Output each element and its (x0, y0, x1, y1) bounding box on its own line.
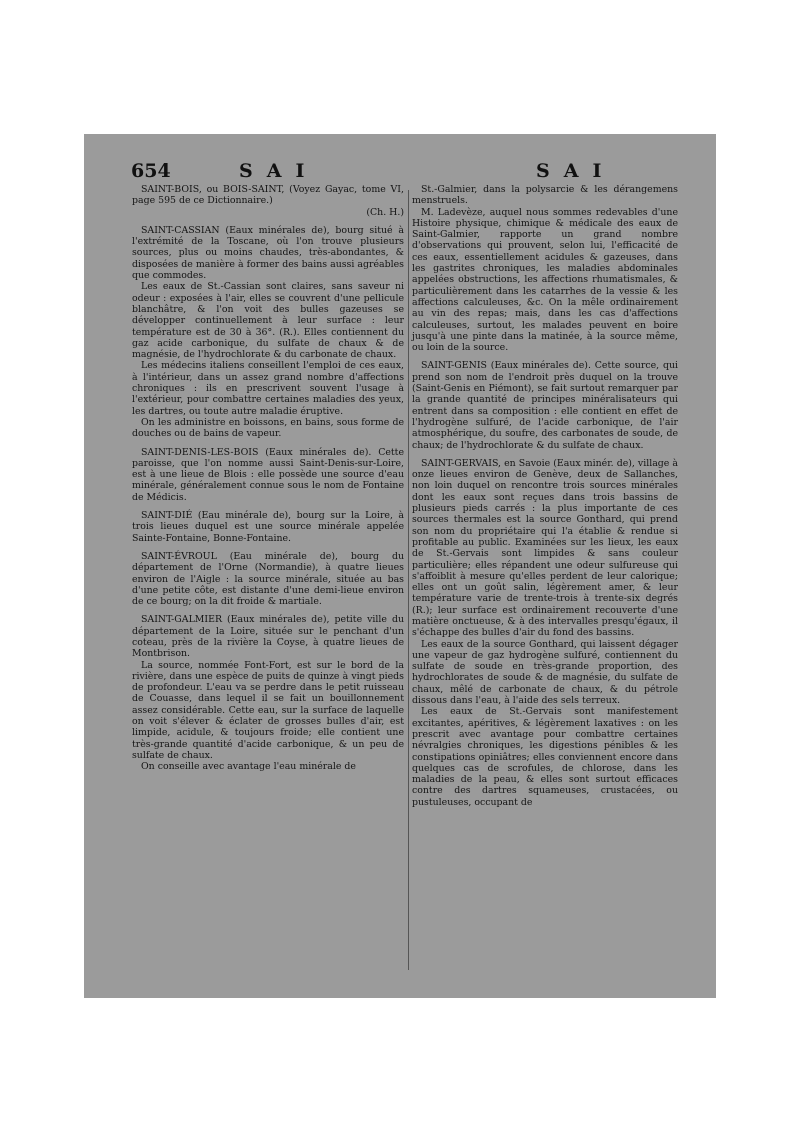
entry-saint-galmier (132, 614, 404, 772)
entry-text: SAINT-BOIS, ou BOIS-SAINT, (Voyez Gayac, tome VI, page 595 de ce Dictionnaire.) (132, 184, 404, 207)
running-title-left: SAI (239, 160, 319, 182)
scanned-page (84, 134, 716, 998)
entry-saint-genis (412, 360, 678, 450)
entry-text: SAINT-GENIS (Eaux minérales de). Cette source, qui prend son nom de l'endroit près duquel on la trouve (Saint-Genis en Piémont), se fait surtout remarquer par la grande quantité de principes minéralisateurs qui entrent dans sa composition : elle contient en effet de l'hydrogène sulfuré, de l'acide carbonique, de l'air atmosphérique, du soufre, des carbonates de soude, de chaux; de l'hydrochlorate & du sulfate de chaux. (412, 360, 678, 451)
entry-text: SAINT-CASSIAN (Eaux minérales de), bourg situé à l'extrémité de la Toscane, où l'on trouve plusieurs sources, plus ou moins chaudes, très-abondantes, & disposées de manière à former des bains aussi agréables que commodes. (132, 224, 404, 282)
entry-saint-bois (132, 184, 404, 218)
entry-text: M. Ladevèze, auquel nous sommes redevables d'une Histoire physique, chimique & médicale des eaux de Saint-Galmier, rapporte un grand nombre d'observations qui prouvent, selon lui, l'efficacité de ces eaux, essentiellement acidules & gazeuses, dans les gastrites chroniques, les maladies abdominales appelées obstructions, les affections rhumatismales, & particulièrement dans les catarrhes de la vessie & les affections calculeuses, &c. On la mêle ordinairement au vin des repas; mais, dans les cas d'affections calculeuses, surtout, les malades peuvent en boire jusqu'à une pinte dans la matinée, à la source même, ou loin de la source. (412, 206, 678, 354)
entry-saint-gervais (412, 458, 678, 808)
author-signature: (Ch. H.) (366, 206, 404, 218)
entry-text: SAINT-ÉVROUL (Eau minérale de), bourg du département de l'Orne (Normandie), à quatre lieues environ de l'Aigle : la source minérale, située au bas d'une petite côte, est distante d'une demi-lieue environ de ce bourg; on la dit froide & martiale. (132, 550, 404, 608)
entry-text: Les eaux de la source Gonthard, qui laissent dégager une vapeur de gaz hydrogène sulfuré, contiennent du sulfate de soude en très-grande proportion, des hydrochlorates de soude & de magnésie, du sulfate de chaux, mêlé de carbonate de chaux, & du pétrole dissous dans l'eau, à l'aide des sels terreux. (412, 638, 678, 707)
column-divider (408, 190, 409, 970)
entry-text: On les administre en boissons, en bains, sous forme de douches ou de bains de vapeur. (132, 416, 404, 440)
entry-text: Les eaux de St.-Gervais sont manifestement excitantes, apéritives, & légèrement laxatives : on les prescrit avec avantage pour combattre certaines névralgies chroniques, les digestions pénibles & les constipations opiniâtres; elles conviennent encore dans quelques cas de scrofules, de chlorose, dans les maladies de la peau, & elles sont surtout efficaces contre des dartres squameuses, crustacées, ou pustuleuses, occupant de (412, 706, 678, 808)
entry-text: On conseille avec avantage l'eau minérale de (141, 761, 356, 773)
entry-saint-galmier-continued (412, 184, 678, 353)
entry-saint-cassian (132, 225, 404, 440)
entry-text: SAINT-DENIS-LES-BOIS (Eaux minérales de). Cette paroisse, que l'on nomme aussi Saint-Denis-sur-Loire, est à une lieue de Blois : elle possède une source d'eau minérale, généralement connue sous le nom de Fontaine de Médicis. (132, 446, 404, 503)
entry-text: La source, nommée Font-Fort, est sur le bord de la rivière, dans une espèce de puits de quinze à vingt pieds de profondeur. L'eau va se perdre dans le petit ruisseau de Couasse, dans lequel il se fait un bouillonnement assez considérable. Cette eau, sur la surface de laquelle on voit s'élever & éclater de grosses bulles d'air, est limpide, acidule, & toujours froide; elle contient une très-grande quantité d'acide carbonique, & un peu de sulfate de chaux. (132, 659, 404, 761)
page-number: 654 (131, 160, 171, 182)
entry-text: Les médecins italiens conseillent l'emploi de ces eaux, à l'intérieur, dans un assez grand nombre d'affections chroniques : ils en prescrivent souvent l'usage à l'extérieur, pour combattre certaines maladies des yeux, les dartres, ou toute autre maladie éruptive. (132, 360, 404, 417)
right-column (412, 184, 678, 815)
entry-saint-denis-les-bois (132, 447, 404, 503)
entry-text: SAINT-DIÉ (Eau minérale de), bourg sur la Loire, à trois lieues duquel est une source minérale appelée Sainte-Fontaine, Bonne-Fontaine. (132, 510, 404, 544)
entry-text: St.-Galmier, dans la polysarcie & les dérangemens menstruels. (412, 184, 678, 207)
entry-text: SAINT-GERVAIS, en Savoie (Eaux minér. de), village à onze lieues environ de Genève, deux de Sallanches, non loin duquel on rencontre trois sources minérales dont les eaux sont reçues dans trois bassins de plusieurs pieds carrés : la plus importante de ces sources thermales est la source Gonthard, qui prend son nom du propriétaire qui l'a établie & rendue si profitable au public. Examinées sur les lieux, les eaux de St.-Gervais sont limpides & sans couleur particulière; elles répandent une odeur sulfureuse qui s'affoiblit à mesure qu'elles perdent de leur calorique; elles ont un goût salin, légèrement amer, & leur température varie de trente-trois à trente-six degrés (R.); leur surface est ordinairement recouverte d'une matière onctueuse, & à des intervalles presqu'égaux, il s'échappe des bulles d'air du fond des bassins. (412, 457, 678, 639)
entry-text: SAINT-GALMIER (Eaux minérales de), petite ville du département de la Loire, située sur le penchant d'un coteau, près de la rivière la Coyse, à quatre lieues de Montbrison. (132, 614, 404, 660)
left-column (132, 184, 404, 780)
entry-text: Les eaux de St.-Cassian sont claires, sans saveur ni odeur : exposées à l'air, elles se couvrent d'une pellicule blanchâtre, & l'on voit des bulles gazeuses se développer continuellement à leur surface : leur température est de 30 à 36°. (R.). Elles contiennent du gaz acide carbonique, du sulfate de chaux & de magnésie, de l'hydrochlorate & du carbonate de chaux. (132, 281, 404, 361)
entry-saint-evroul (132, 551, 404, 607)
entry-saint-die (132, 510, 404, 544)
running-title-right: SAI (536, 160, 616, 182)
